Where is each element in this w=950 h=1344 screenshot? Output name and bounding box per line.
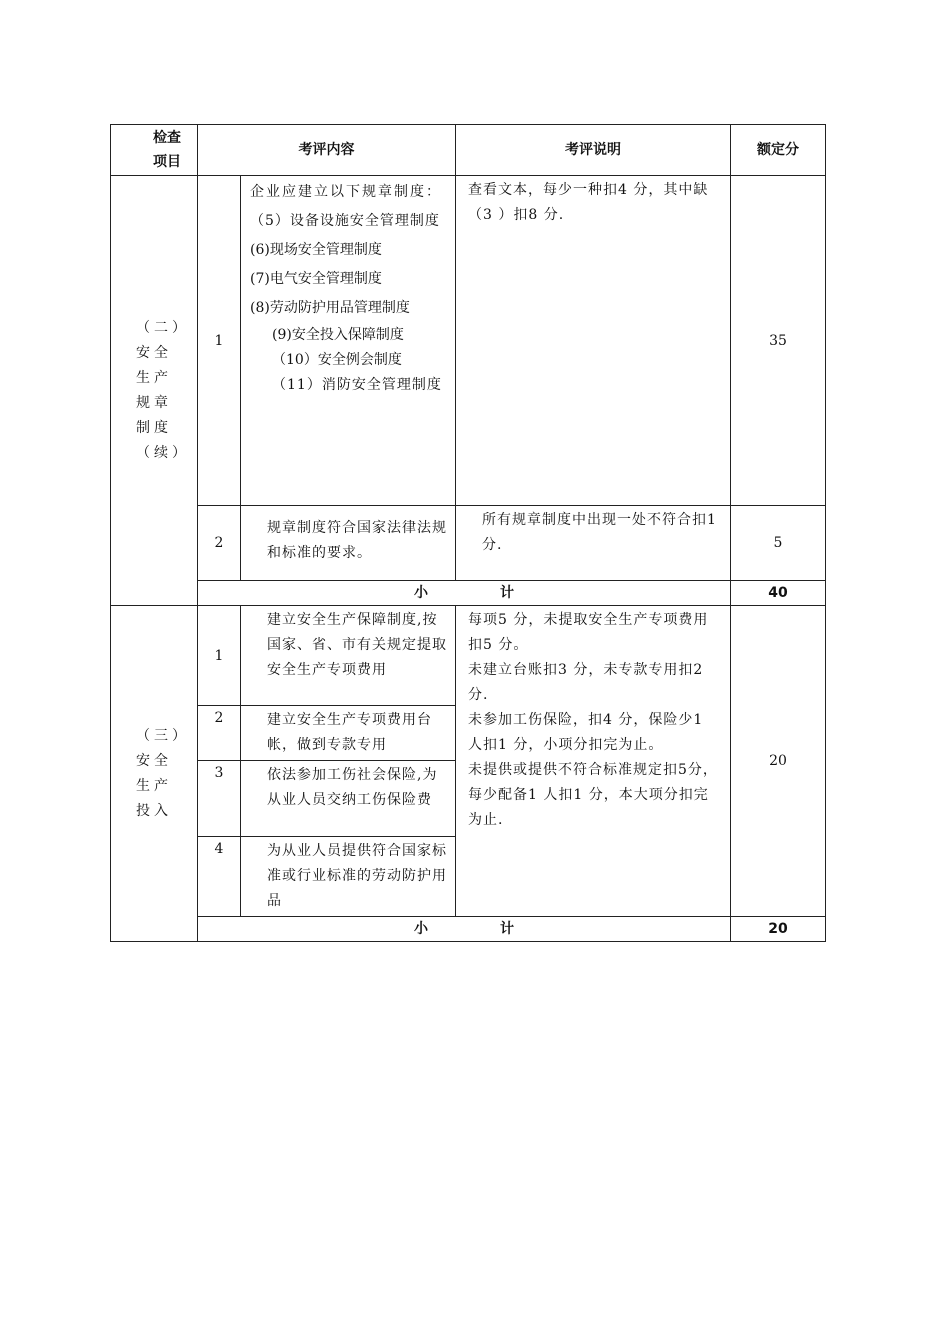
section3-explain [456,606,731,917]
row-number: 1 [198,606,241,706]
content-line: (7)电气安全管理制度 [250,271,382,287]
header-explain: 考评说明 [456,125,731,176]
section3-row-4-content: 为从业人员提供符合国家标准或行业标准的劳动防护用品 [241,837,456,917]
section2-subtotal-row [111,581,826,606]
content-line: （5）设备设施安全管理制度 [250,213,440,229]
content-line: （11）消防安全管理制度 [272,377,442,393]
header-score: 额定分 [731,125,826,176]
content-line: 企业应建立以下规章制度： [250,184,442,200]
header-item: 检查项目 [111,125,198,176]
section3-subtotal-label: 小 计 [198,917,731,942]
section3-category: （三）安全生产投入 [111,606,198,942]
header-row [111,125,826,176]
section2-row-2 [111,506,826,581]
section2-row-1-explain: 查看文本，每少一种扣4 分，其中缺（3 ）扣8 分. [456,176,731,506]
section2-row-2-content: 规章制度符合国家法律法规和标准的要求。 [241,506,456,581]
row-number: 3 [198,761,241,837]
row-number: 2 [198,506,241,581]
section3-subtotal-score: 20 [731,917,826,942]
content-line: (8)劳动防护用品管理制度 [250,300,410,316]
evaluation-table [110,124,826,942]
explain-line: 每项5 分，未提取安全生产专项费用扣5 分。 [468,612,709,653]
explain-line: 未参加工伤保险，扣4 分，保险少1 人扣1 分，小项分扣完为止。 [468,712,704,753]
content-line: (9)安全投入保障制度 [272,327,404,343]
explain-line: 未提供或提供不符合标准规定扣5分，每少配备1 人扣1 分，本大项分扣完为止. [468,762,718,828]
content-line: (6)现场安全管理制度 [250,242,382,258]
section3-row-1 [111,606,826,706]
section2-subtotal-score: 40 [731,581,826,606]
section2-row-1-content [241,176,456,506]
row-number: 4 [198,837,241,917]
section2-row-2-score: 5 [731,506,826,581]
row-number: 1 [198,176,241,506]
section3-row-3-content: 依法参加工伤社会保险,为从业人员交纳工伤保险费 [241,761,456,837]
content-line: （10）安全例会制度 [272,352,402,368]
section3-row-2-content: 建立安全生产专项费用台帐，做到专款专用 [241,706,456,761]
section2-row-1 [111,176,826,506]
section3-score: 20 [731,606,826,917]
row-number: 2 [198,706,241,761]
header-content: 考评内容 [198,125,456,176]
section2-row-1-score: 35 [731,176,826,506]
section2-row-2-explain: 所有规章制度中出现一处不符合扣1 分. [456,506,731,581]
section2-subtotal-label: 小 计 [198,581,731,606]
explain-line: 未建立台账扣3 分，未专款专用扣2 分. [468,662,704,703]
section3-subtotal-row [111,917,826,942]
section3-row-1-content: 建立安全生产保障制度,按国家、省、市有关规定提取安全生产专项费用 [241,606,456,706]
section2-category: （二）安全生产规章制度（续） [111,176,198,606]
